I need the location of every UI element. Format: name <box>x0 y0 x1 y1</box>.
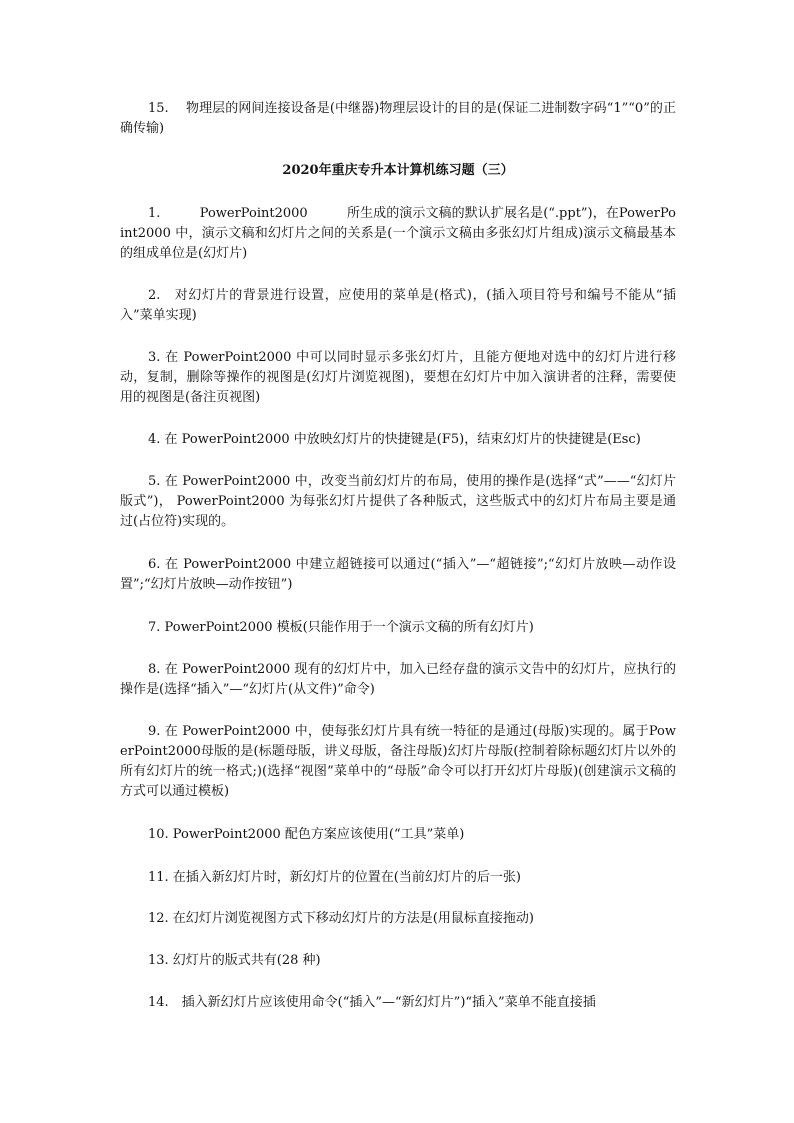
question-14: 14. 插入新幻灯片应该使用命令(“插入”—“新幻灯片”)“插入”菜单不能直接插 <box>148 995 596 1010</box>
question-2: 2. 对幻灯片的背景进行设置，应使用的菜单是(格式)，(插入项目符号和编号不能从“插入”菜单实现) <box>120 288 676 323</box>
question-11: 11. 在插入新幻灯片时，新幻灯片的位置在(当前幻灯片的后一张) <box>148 870 521 885</box>
question-15: 15. 物理层的网间连接设备是(中继器)物理层设计的目的是(保证二进制数字码“1”“0”的正确传输) <box>120 101 676 136</box>
question-13: 13. 幻灯片的版式共有(28 种) <box>148 953 321 968</box>
question-9: 9. 在 PowerPoint2000 中，使每张幻灯片具有统一特征的是通过(母版)实现的。属于PowerPoint2000母版的是(标题母版，讲义母版，备注母版)幻灯片母版(控制着除标题幻灯片以外的所有幻灯片的统一格式;)(选择“视图”菜单中的“母版”命令可以打开幻灯片母版)(创建演示文稿的方式可以通过模板) <box>120 724 676 799</box>
question-8: 8. 在 PowerPoint2000 现有的幻灯片中，加入已经存盘的演示文告中的幻灯片，应执行的操作是(选择“插入”—“幻灯片(从文件)”命令) <box>120 662 676 697</box>
question-4: 4. 在 PowerPoint2000 中放映幻灯片的快捷键是(F5)，结束幻灯片的快捷键是(Esc) <box>148 432 641 447</box>
question-12: 12. 在幻灯片浏览视图方式下移动幻灯片的方法是(用鼠标直接拖动) <box>148 911 534 926</box>
question-3: 3. 在 PowerPoint2000 中可以同时显示多张幻灯片，且能方便地对选中的幻灯片进行移动，复制，删除等操作的视图是(幻灯片浏览视图)，要想在幻灯片中加入演讲者的注释，需要使用的视图是(备注页视图) <box>120 350 676 405</box>
question-7: 7. PowerPoint2000 模板(只能作用于一个演示文稿的所有幻灯片) <box>148 620 534 635</box>
question-6: 6. 在 PowerPoint2000 中建立超链接可以通过(“插入”—“超链接”;“幻灯片放映—动作设置”;“幻灯片放映—动作按钮”) <box>120 557 676 592</box>
question-5: 5. 在 PowerPoint2000 中，改变当前幻灯片的布局，使用的操作是(选择“式”——“幻灯片版式”)， PowerPoint2000 为每张幻灯片提供了各种版式，这些版式中的幻灯片布局主要是通过(占位符)实现的。 <box>120 474 676 529</box>
question-10: 10. PowerPoint2000 配色方案应该使用(“工具”菜单) <box>148 827 465 842</box>
section-title: 2020年重庆专升本计算机练习题（三） <box>282 163 514 178</box>
question-1: 1. PowerPoint2000 所生成的演示文稿的默认扩展名是(“.ppt”)，在PowerPoint2000 中，演示文稿和幻灯片之间的关系是(一个演示文稿由多张幻灯片组成)演示文稿最基本的组成单位是(幻灯片) <box>120 206 676 261</box>
